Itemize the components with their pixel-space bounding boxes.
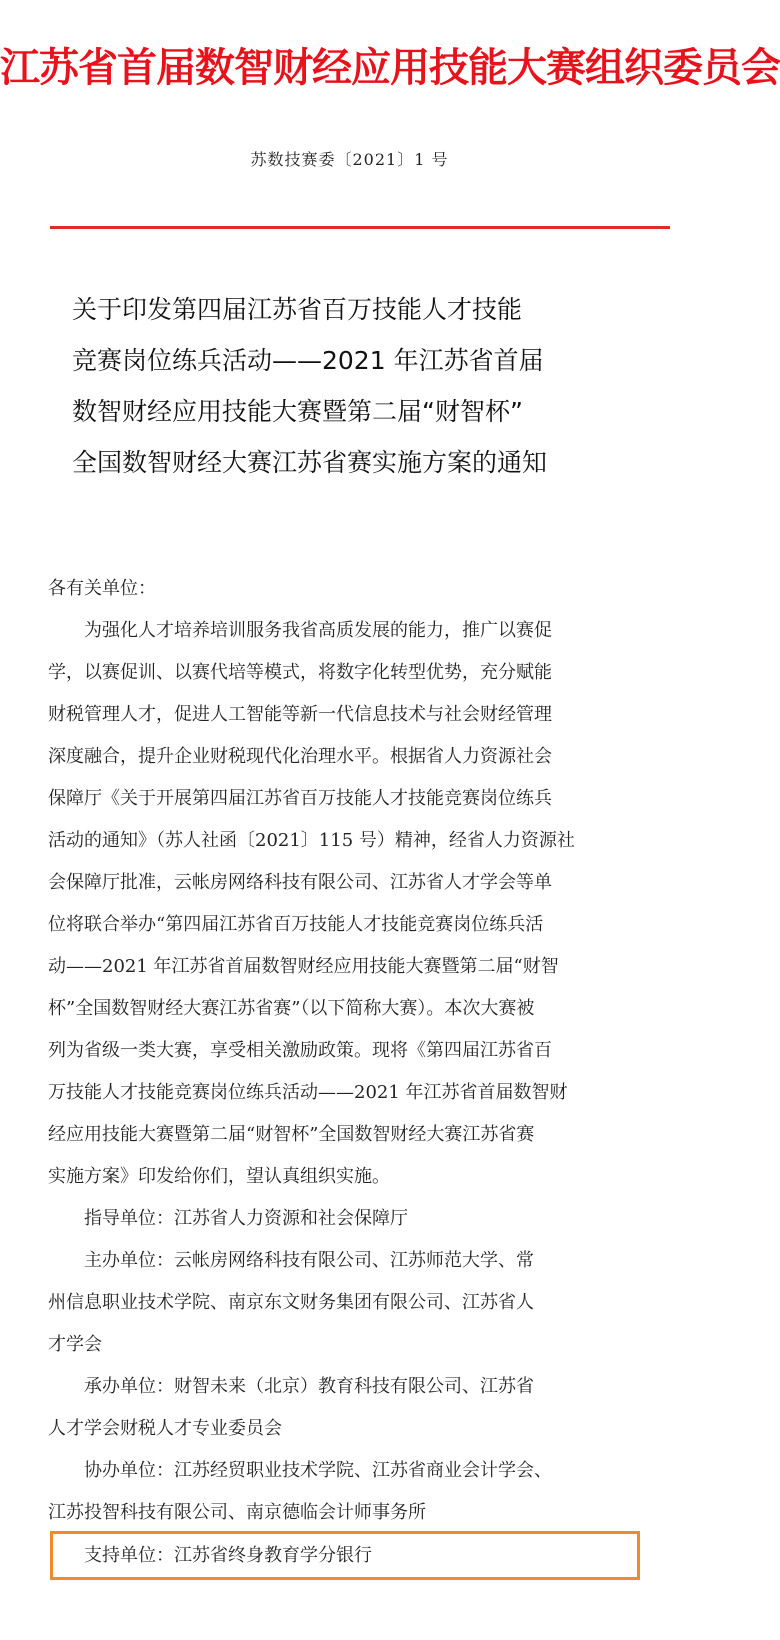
- salutation: 各有关单位：: [48, 578, 156, 599]
- host-unit-line: 州信息职业技术学院、南京东文财务集团有限公司、江苏省人: [48, 1292, 534, 1313]
- body-line: 为强化人才培养培训服务我省高质发展的能力，推广以赛促: [84, 620, 552, 641]
- guide-unit: 指导单位：江苏省人力资源和社会保障厅: [84, 1208, 408, 1229]
- body-line: 杯”全国数智财经大赛江苏省赛”（以下简称大赛）。本次大赛被: [48, 998, 535, 1019]
- document-number: 苏数技赛委〔2021〕1 号: [250, 150, 449, 169]
- co-organizer-line: 协办单位：江苏经贸职业技术学院、江苏省商业会计学会、: [84, 1460, 552, 1481]
- body-line: 位将联合举办“第四届江苏省百万技能人才技能竞赛岗位练兵活: [48, 914, 544, 935]
- body-line: 学，以赛促训、以赛代培等模式，将数字化转型优势，充分赋能: [48, 662, 552, 683]
- title-line: 数智财经应用技能大赛暨第二届“财智杯”: [72, 397, 523, 426]
- notice-title: [72, 284, 672, 488]
- issuer-header: 江苏省首届数智财经应用技能大赛组织委员会: [0, 45, 780, 91]
- body-line: 活动的通知》（苏人社函〔2021〕115 号）精神，经省人力资源社: [48, 830, 575, 851]
- body-line: 财税管理人才，促进人工智能等新一代信息技术与社会财经管理: [48, 704, 552, 725]
- host-unit-line: 主办单位：云帐房网络科技有限公司、江苏师范大学、常: [84, 1250, 534, 1271]
- body-line: 动——2021 年江苏省首届数智财经应用技能大赛暨第二届“财智: [48, 956, 559, 977]
- co-organizer-line: 江苏投智科技有限公司、南京德临会计师事务所: [48, 1502, 426, 1523]
- red-divider: [50, 226, 670, 229]
- title-line: 关于印发第四届江苏省百万技能人才技能: [72, 295, 523, 324]
- body-line: 会保障厅批准，云帐房网络科技有限公司、江苏省人才学会等单: [48, 872, 552, 893]
- body-line: 经应用技能大赛暨第二届“财智杯”全国数智财经大赛江苏省赛: [48, 1124, 535, 1145]
- title-line: 全国数智财经大赛江苏省赛实施方案的通知: [72, 448, 548, 477]
- notice-body: [48, 568, 658, 1534]
- title-line: 竞赛岗位练兵活动——2021 年江苏省首届: [72, 346, 544, 375]
- body-line: 保障厅《关于开展第四届江苏省百万技能人才技能竞赛岗位练兵: [48, 788, 552, 809]
- organizer-unit-line: 人才学会财税人才专业委员会: [48, 1418, 282, 1439]
- organizer-unit-line: 承办单位：财智未来（北京）教育科技有限公司、江苏省: [84, 1376, 534, 1397]
- body-line: 万技能人才技能竞赛岗位练兵活动——2021 年江苏省首届数智财: [48, 1082, 568, 1103]
- host-unit-line: 才学会: [48, 1334, 102, 1355]
- body-line: 深度融合，提升企业财税现代化治理水平。根据省人力资源社会: [48, 746, 552, 767]
- support-unit: 支持单位：江苏省终身教育学分银行: [84, 1545, 372, 1566]
- body-line: 列为省级一类大赛，享受相关激励政策。现将《第四届江苏省百: [48, 1040, 552, 1061]
- body-line: 实施方案》印发给你们，望认真组织实施。: [48, 1166, 390, 1187]
